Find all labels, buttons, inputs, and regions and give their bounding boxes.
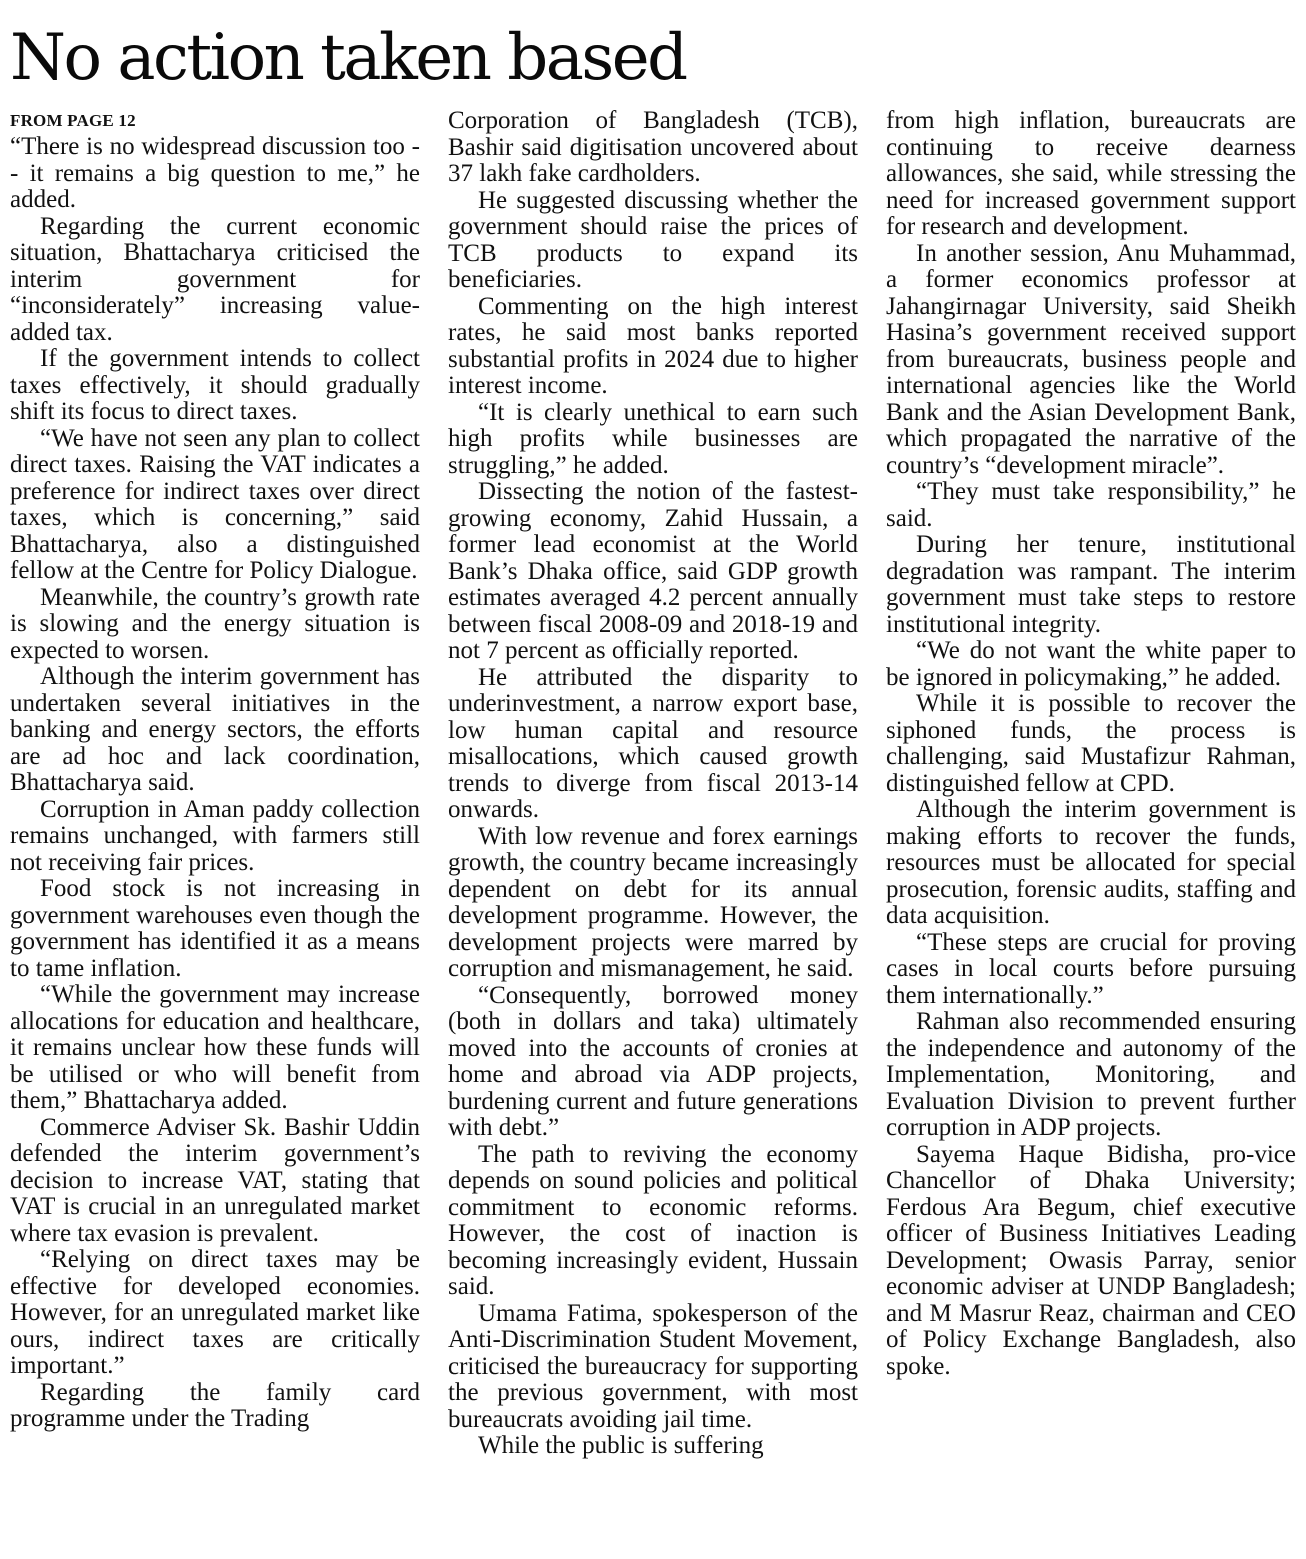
paragraph: “They must take responsibility,” he said.	[886, 478, 1296, 532]
paragraph: Sayema Haque Bidisha, pro-vice Chancellor of Dhaka University; Ferdous Ara Begum, chief executive officer of Business Initiatives Leading Development; Owasis Parray, senior economic adviser at UNDP Bangladesh; and M Masrur Reaz, chairman and CEO of Policy Exchange Bangladesh, also spoke.	[886, 1140, 1296, 1380]
paragraph: “Consequently, borrowed money (both in dollars and taka) ultimately moved into the accounts of cronies at home and abroad via ADP projects, burdening current and future generations with debt.”	[448, 981, 858, 1141]
paragraph: Although the interim government has undertaken several initiatives in the banking and energy sectors, the efforts are ad hoc and lack coordination, Bhattacharya said.	[10, 663, 420, 796]
paragraph: Umama Fatima, spokesperson of the Anti-Discrimination Student Movement, criticised the bureaucracy for supporting the previous government, with most bureaucrats avoiding jail time.	[448, 1299, 858, 1433]
paragraph: While the public is suffering	[478, 1432, 764, 1459]
paragraph: Rahman also recommended ensuring the independence and autonomy of the Implementation, Monitoring, and Evaluation Division to prevent further corruption in ADP projects.	[886, 1008, 1296, 1141]
paragraph: “Relying on direct taxes may be effective for developed economies. However, for an unregulated market like ours, indirect taxes are critically important.”	[10, 1246, 420, 1379]
paragraph: “These steps are crucial for proving cases in local courts before pursuing them internationally.”	[886, 928, 1296, 1009]
paragraph: With low revenue and forex earnings growth, the country became increasingly dependent on debt for its annual development programme. However, the development projects were marred by corruption and mismanagement, he said.	[448, 822, 858, 982]
paragraph: The path to reviving the economy depends on sound policies and political commitment to economic reforms. However, the cost of inaction is becoming increasingly evident, Hussain said.	[448, 1140, 858, 1300]
paragraph: He attributed the disparity to underinvestment, a narrow export base, low human capital and resource misallocations, which caused growth trends to diverge from fiscal 2013-14 onwards.	[448, 663, 858, 823]
paragraph: Corruption in Aman paddy collection remains unchanged, with farmers still not receiving fair prices.	[10, 795, 420, 876]
paragraph: He suggested discussing whether the government should raise the prices of TCB products to expand its beneficiaries.	[448, 186, 858, 293]
paragraph: Meanwhile, the country’s growth rate is slowing and the energy situation is expected to worsen.	[10, 583, 420, 664]
paragraph: Dissecting the notion of the fastest-growing economy, Zahid Hussain, a former lead economist at the World Bank’s Dhaka office, said GDP growth estimates averaged 4.2 percent annually between fiscal 2008-09 and 2018-19 and not 7 percent as officially reported.	[448, 478, 858, 664]
paragraph: Commenting on the high interest rates, he said most banks reported substantial profits in 2024 due to higher interest income.	[448, 292, 858, 399]
paragraph: In another session, Anu Muhammad, a former economics professor at Jahangirnagar University, said Sheikh Hasina’s government received support from bureaucrats, business people and international agencies like the World Bank and the Asian Development Bank, which propagated the narrative of the country’s “development miracle”.	[886, 239, 1296, 479]
paragraph: “There is no widespread discussion too -- it remains a big question to me,” he added.	[10, 133, 420, 213]
article-column-1	[10, 108, 420, 1433]
paragraph: from high inflation, bureaucrats are continuing to receive dearness allowances, she said, while stressing the need for increased government support for research and development.	[886, 107, 1296, 240]
paragraph: Regarding the current economic situation, Bhattacharya criticised the interim government for “inconsiderately” increasing value-added tax.	[10, 212, 420, 346]
continuation-kicker: FROM PAGE 12	[10, 111, 136, 130]
paragraph: Corporation of Bangladesh (TCB), Bashir said digitisation uncovered about 37 lakh fake cardholders.	[448, 107, 858, 187]
paragraph: If the government intends to collect taxes effectively, it should gradually shift its focus to direct taxes.	[10, 345, 420, 425]
paragraph: “It is clearly unethical to earn such high profits while businesses are struggling,” he added.	[448, 398, 858, 479]
headline: No action taken based	[10, 21, 686, 95]
paragraph: During her tenure, institutional degradation was rampant. The interim government must take steps to restore institutional integrity.	[886, 531, 1296, 638]
paragraph: Food stock is not increasing in government warehouses even though the government has identified it as a means to tame inflation.	[10, 875, 420, 982]
paragraph: Although the interim government is making efforts to recover the funds, resources must be allocated for special prosecution, forensic audits, staffing and data acquisition.	[886, 796, 1296, 929]
paragraph: Regarding the family card programme under the Trading	[10, 1378, 420, 1432]
paragraph: “While the government may increase allocations for education and healthcare, it remains unclear how these funds will be utilised or who will benefit from them,” Bhattacharya added.	[10, 981, 420, 1114]
paragraph: While it is possible to recover the siphoned funds, the process is challenging, said Mustafizur Rahman, distinguished fellow at CPD.	[886, 690, 1296, 797]
article-column-2	[448, 108, 858, 1460]
paragraph: Commerce Adviser Sk. Bashir Uddin defended the interim government’s decision to increase VAT, stating that VAT is crucial in an unregulated market where tax evasion is prevalent.	[10, 1113, 420, 1247]
paragraph: “We have not seen any plan to collect direct taxes. Raising the VAT indicates a preference for indirect taxes over direct taxes, which is concerning,” said Bhattacharya, also a distinguished fellow at the Centre for Policy Dialogue.	[10, 424, 420, 584]
article-column-3	[886, 108, 1296, 1380]
paragraph: “We do not want the white paper to be ignored in policymaking,” he added.	[886, 637, 1296, 691]
